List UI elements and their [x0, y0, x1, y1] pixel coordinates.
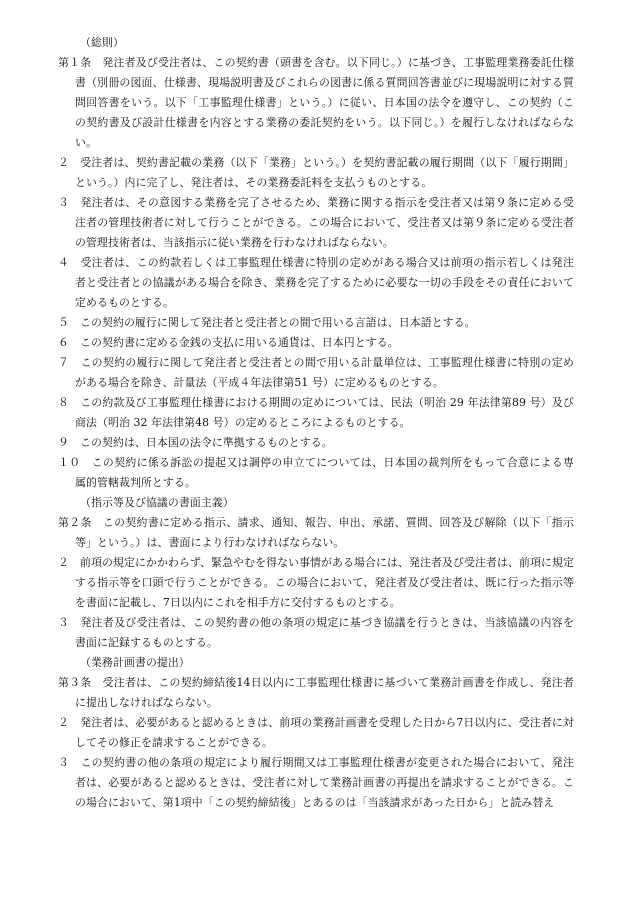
article-1-paragraph-1: 第１条 発注者及び受注者は、この契約書（頭書を含む。以下同じ。）に基づき、工事監理業務委託仕様書（別冊の図面、仕様書、現場説明書及びこれらの図書に係る質問回答書並びに現場説明に対する質問回答書をいう。以下「工事監理仕様書」という。）に従い、日本国の法令を遵守し、この契約（この契約書及び設計仕様書を内容とする業務の委託契約をいう。以下同じ。）を履行しなければならない。: [58, 56, 574, 149]
article-3-paragraph-2: ２ 発注者は、必要があると認めるときは、前項の業務計画書を受理した日から7日以内に、受注者に対してその修正を請求することができる。: [58, 716, 574, 749]
contract-text: [58, 33, 574, 813]
section-heading-general: （総則）: [80, 36, 124, 49]
article-1-paragraph-8: ８ この約款及び工事監理仕様書における期間の定めについては、民法（明治 29 年法律第89 号）及び商法（明治 32 年法律第48 号）の定めるところによるものとする。: [58, 396, 574, 429]
article-1-paragraph-9: ９ この契約は、日本国の法令に準拠するものとする。: [58, 436, 333, 449]
article-3-paragraph-1: 第３条 受注者は、この契約締結後14日以内に工事監理仕様書に基づいて業務計画書を作成し、発注者に提出しなければならない。: [58, 676, 574, 709]
article-1-paragraph-3: ３ 発注者は、その意図する業務を完了させるため、業務に関する指示を受注者又は第９条に定める受注者の管理技術者に対して行うことができる。この場合において、受注者又は第９条に定める受注者の管理技術者は、当該指示に従い業務を行わなければならない。: [58, 196, 574, 249]
section-heading-written-instructions: （指示等及び協議の書面主義）: [80, 496, 234, 509]
article-2-paragraph-3: ３ 発注者及び受注者は、この契約書の他の条項の規定に基づき協議を行うときは、当該協議の内容を書面に記録するものとする。: [58, 616, 574, 649]
article-1-paragraph-4: ４ 受注者は、この約款若しくは工事監理仕様書に特別の定めがある場合又は前項の指示若しくは発注者と受注者との協議がある場合を除き、業務を完了するために必要な一切の手段をその責任において定めるものとする。: [58, 256, 574, 309]
article-3-paragraph-3: ３ この契約書の他の条項の規定により履行期間又は工事監理仕様書が変更された場合において、発注者は、必要があると認めるときは、受注者に対して業務計画書の再提出を請求することができる。この場合において、第1項中「この契約締結後」とあるのは「当該請求があった日から」と読み替え: [58, 756, 574, 809]
article-1-paragraph-5: ５ この契約の履行に関して発注者と受注者との間で用いる言語は、日本語とする。: [58, 316, 476, 329]
article-1-paragraph-7: ７ この契約の履行に関して発注者と受注者との間で用いる計量単位は、工事監理仕様書に特別の定めがある場合を除き、計量法（平成４年法律第51 号）に定めるものとする。: [58, 356, 574, 389]
section-heading-work-plan: （業務計画書の提出）: [80, 656, 190, 669]
article-2-paragraph-1: 第２条 この契約書に定める指示、請求、通知、報告、申出、承諾、質問、回答及び解除（以下「指示等」という。）は、書面により行わなければならない。: [58, 516, 574, 549]
article-1-paragraph-2: ２ 受注者は、契約書記載の業務（以下「業務」という。）を契約書記載の履行期間（以下「履行期間」という。）内に完了し、発注者は、その業務委託料を支払うものとする。: [58, 156, 574, 189]
article-2-paragraph-2: ２ 前項の規定にかかわらず、緊急やむを得ない事情がある場合には、発注者及び受注者は、前項に規定する指示等を口頭で行うことができる。この場合において、発注者及び受注者は、既に行った指示等を書面に記載し、7日以内にこれを相手方に交付するものとする。: [58, 556, 574, 609]
article-1-paragraph-10: １０ この契約に係る訴訟の提起又は調停の申立てについては、日本国の裁判所をもって合意による専属的管轄裁判所とする。: [58, 456, 574, 489]
article-1-paragraph-6: ６ この契約書に定める金銭の支払に用いる通貨は、日本円とする。: [58, 336, 399, 349]
